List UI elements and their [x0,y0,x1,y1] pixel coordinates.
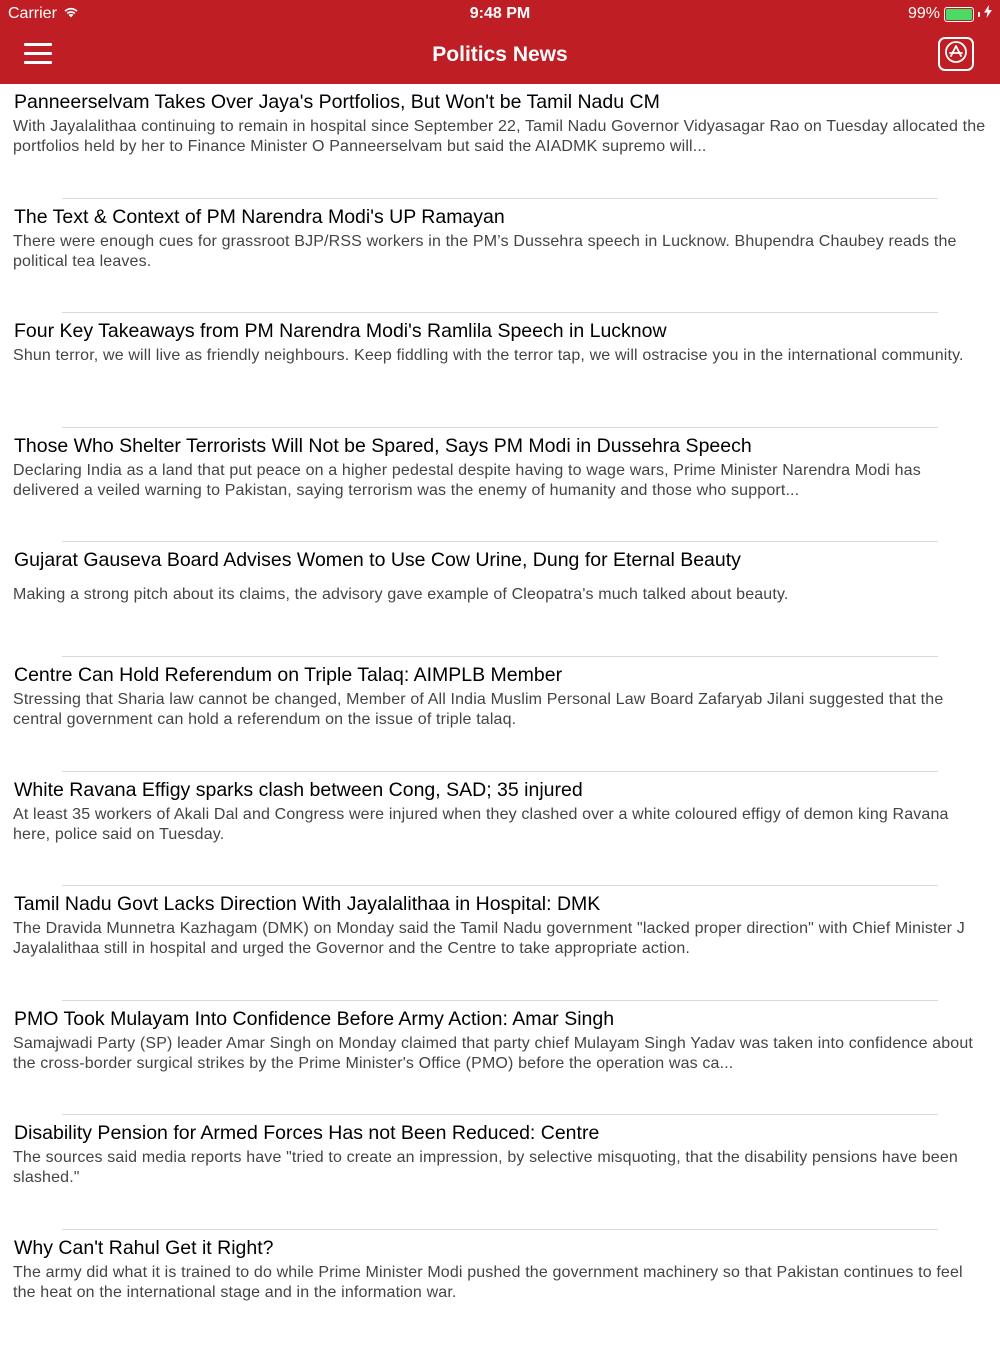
navigation-bar [0,0,1000,84]
news-item[interactable] [0,657,1000,772]
clock: 9:48 PM [469,5,531,22]
app-store-icon [944,40,968,69]
news-summary: There were enough cues for grassroot BJP/RSS workers in the PM’s Dussehra speech in Lucknow. Bhupendra Chaubey reads the political tea leaves. [13,232,957,270]
news-headline: Gujarat Gauseva Board Advises Women to Use Cow Urine, Dung for Eternal Beauty [14,549,741,572]
news-feed [0,84,1000,1345]
news-summary: At least 35 workers of Akali Dal and Congress were injured when they clashed over a white coloured effigy of demon king Ravana here, police said on Tuesday. [13,805,949,843]
news-headline: White Ravana Effigy sparks clash between Cong, SAD; 35 injured [14,778,583,801]
battery-percent: 99% [907,5,940,22]
news-summary: Shun terror, we will live as friendly neighbours. Keep fiddling with the terror tap, we will ostracise you in the international community. [13,347,964,365]
news-item[interactable] [0,1115,1000,1230]
charging-bolt-icon [984,5,992,23]
news-summary: Samajwadi Party (SP) leader Amar Singh on Monday claimed that party chief Mulayam Singh Yadav was taken into confidence about the cross-border surgical strikes by the Prime Minister's Office (PMO) before the operation was ca... [13,1034,973,1072]
news-headline: Disability Pension for Armed Forces Has not Been Reduced: Centre [14,1122,600,1145]
news-headline: The Text & Context of PM Narendra Modi's UP Ramayan [14,205,505,228]
news-item[interactable] [0,542,1000,657]
news-item[interactable] [0,1001,1000,1116]
page-title: Politics News [432,43,568,66]
news-item[interactable] [0,1230,1000,1345]
news-summary: The army did what it is trained to do while Prime Minister Modi pushed the government machinery so that Pakistan continues to feel the heat on the international stage and in the information war. [13,1263,963,1301]
news-item[interactable] [0,772,1000,887]
news-headline: Centre Can Hold Referendum on Triple Talaq: AIMPLB Member [14,663,563,686]
news-item[interactable] [0,886,1000,1001]
news-headline: Four Key Takeaways from PM Narendra Modi's Ramlila Speech in Lucknow [14,320,667,343]
app-store-button[interactable] [938,37,974,71]
news-summary: Stressing that Sharia law cannot be changed, Member of All India Muslim Personal Law Board Zafaryab Jilani suggested that the central government can hold a referendum on the issue of triple talaq. [13,690,944,728]
news-summary: Making a strong pitch about its claims, the advisory gave example of Cleopatra's much talked about beauty. [13,586,789,604]
carrier-label: Carrier [8,5,57,22]
battery-icon [944,7,974,22]
news-summary: Declaring India as a land that put peace on a higher pedestal despite having to wage wars, Prime Minister Narendra Modi has delivered a veiled warning to Pakistan, saying terrorism was the enemy of humanity and those who support... [13,461,921,499]
news-item[interactable] [0,428,1000,543]
news-item[interactable] [0,199,1000,314]
news-item[interactable] [0,84,1000,199]
news-summary: With Jayalalithaa continuing to remain in hospital since September 22, Tamil Nadu Governor Vidyasagar Rao on Tuesday allocated the portfolios held by her to Finance Minister O Panneerselvam but said the AIADMK supremo will... [13,118,986,155]
news-headline: Panneerselvam Takes Over Jaya's Portfolios, But Won't be Tamil Nadu CM [14,91,660,113]
battery-indicator [908,5,992,23]
news-headline: Those Who Shelter Terrorists Will Not be Spared, Says PM Modi in Dussehra Speech [14,434,752,457]
news-summary: The sources said media reports have "tried to create an impression, by selective misquoting, that the disability pensions have been slashed." [13,1149,958,1187]
news-headline: Tamil Nadu Govt Lacks Direction With Jayalalithaa in Hospital: DMK [14,893,601,916]
news-item[interactable] [0,313,1000,428]
news-headline: PMO Took Mulayam Into Confidence Before Army Action: Amar Singh [14,1007,615,1030]
news-summary: The Dravida Munnetra Kazhagam (DMK) on Monday said the Tamil Nadu government "lacked proper direction" with Chief Minister J Jayalalithaa still in hospital and urged the Governor and the Centre to take appropriate action. [13,920,965,958]
news-headline: Why Can't Rahul Get it Right? [14,1236,274,1259]
status-bar [0,0,1000,28]
